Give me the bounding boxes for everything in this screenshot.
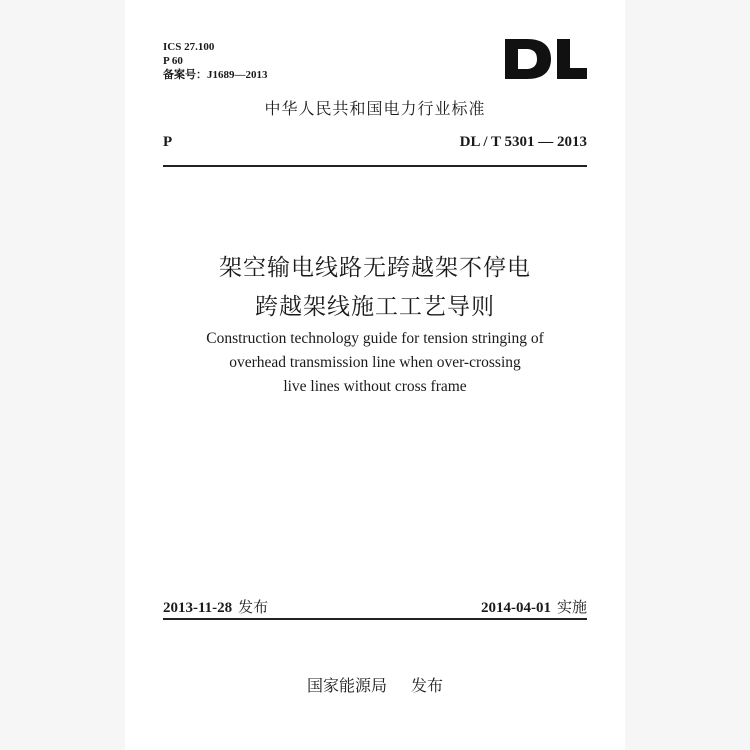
implement-label: 实施 bbox=[556, 598, 587, 616]
implement-date: 2014-04-01 bbox=[480, 600, 551, 616]
implement-date-block bbox=[481, 596, 587, 617]
issuer-label: 发布 bbox=[411, 676, 444, 695]
standard-type-title: 中华人民共和国电力行业标准 bbox=[264, 99, 486, 118]
english-title-line-1: Construction technology guide for tension stringing of bbox=[206, 330, 544, 347]
issuer-org: 国家能源局 bbox=[306, 676, 387, 695]
dl-logo bbox=[503, 36, 589, 82]
left-margin bbox=[0, 0, 125, 750]
english-title-line-2: overhead transmission line when over-crossing bbox=[229, 354, 521, 371]
document-cover bbox=[125, 0, 625, 750]
english-title-line-3: live lines without cross frame bbox=[283, 378, 467, 395]
publish-date: 2013-11-28 bbox=[163, 600, 233, 616]
classification-block bbox=[163, 40, 268, 82]
category-code: P bbox=[163, 134, 173, 150]
ics-code: ICS 27.100 bbox=[163, 41, 215, 53]
dl-logo-letter-d bbox=[505, 39, 551, 79]
top-divider bbox=[163, 165, 587, 167]
chinese-title-line-2: 跨越架线施工工艺导则 bbox=[255, 294, 495, 320]
dl-logo-letter-l bbox=[557, 39, 587, 79]
bottom-divider bbox=[163, 618, 587, 620]
filing-number: 备案号：J1689—2013 bbox=[163, 69, 268, 81]
publish-label: 发布 bbox=[238, 598, 269, 616]
right-margin bbox=[625, 0, 750, 750]
class-code: P 60 bbox=[163, 55, 183, 67]
issuer-line bbox=[125, 673, 625, 696]
publish-date-block bbox=[163, 596, 268, 617]
standard-number: DL / T 5301 — 2013 bbox=[459, 134, 587, 150]
chinese-title-line-1: 架空输电线路无跨越架不停电 bbox=[219, 255, 531, 281]
